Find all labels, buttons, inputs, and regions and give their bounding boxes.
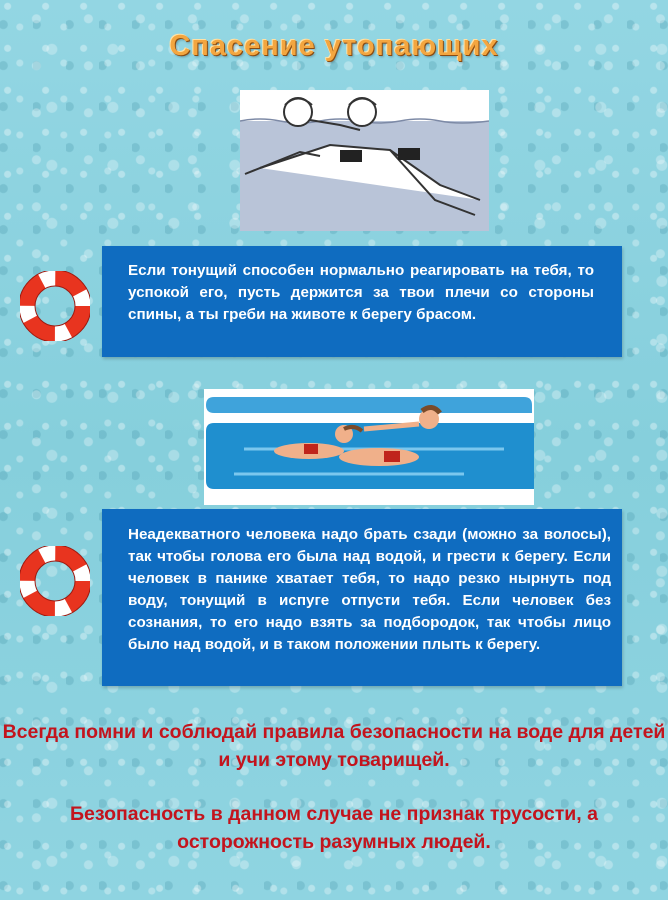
rescue-illustration-back-carry [240,90,489,231]
lifebuoy-icon [20,546,90,616]
instruction-text-calm: Если тонущий способен нормально реагировать на тебя, то успокой его, пусть держится за твои плечи со стороны спины, а ты греби на животе к берегу брасом. [128,262,594,323]
instruction-panel-panic [102,509,622,686]
safety-reminder: Всегда помни и соблюдай правила безопасности на воде для детей и учи этому товарищей. [2,721,666,771]
page-title: Спасение утопающих [169,30,499,62]
instruction-text-panic: Неадекватного человека надо брать сзади (можно за волосы), так чтобы голова его была над водой, и грести к берегу. Если человек в панике хватает тебя, то надо резко нырнуть под воду, тонущий в испуге отпусти тебя. Если человек без сознания, то его надо взять за подбородок, так чтобы лицо было над водой, и в таком положении плыть к берегу. [128,526,611,653]
lifebuoy-icon [20,271,90,341]
safety-motto: Безопасность в данном случае не признак трусости, а осторожность разумных людей. [70,803,598,853]
rescue-illustration-tow [204,389,534,505]
instruction-panel-calm [102,246,622,357]
